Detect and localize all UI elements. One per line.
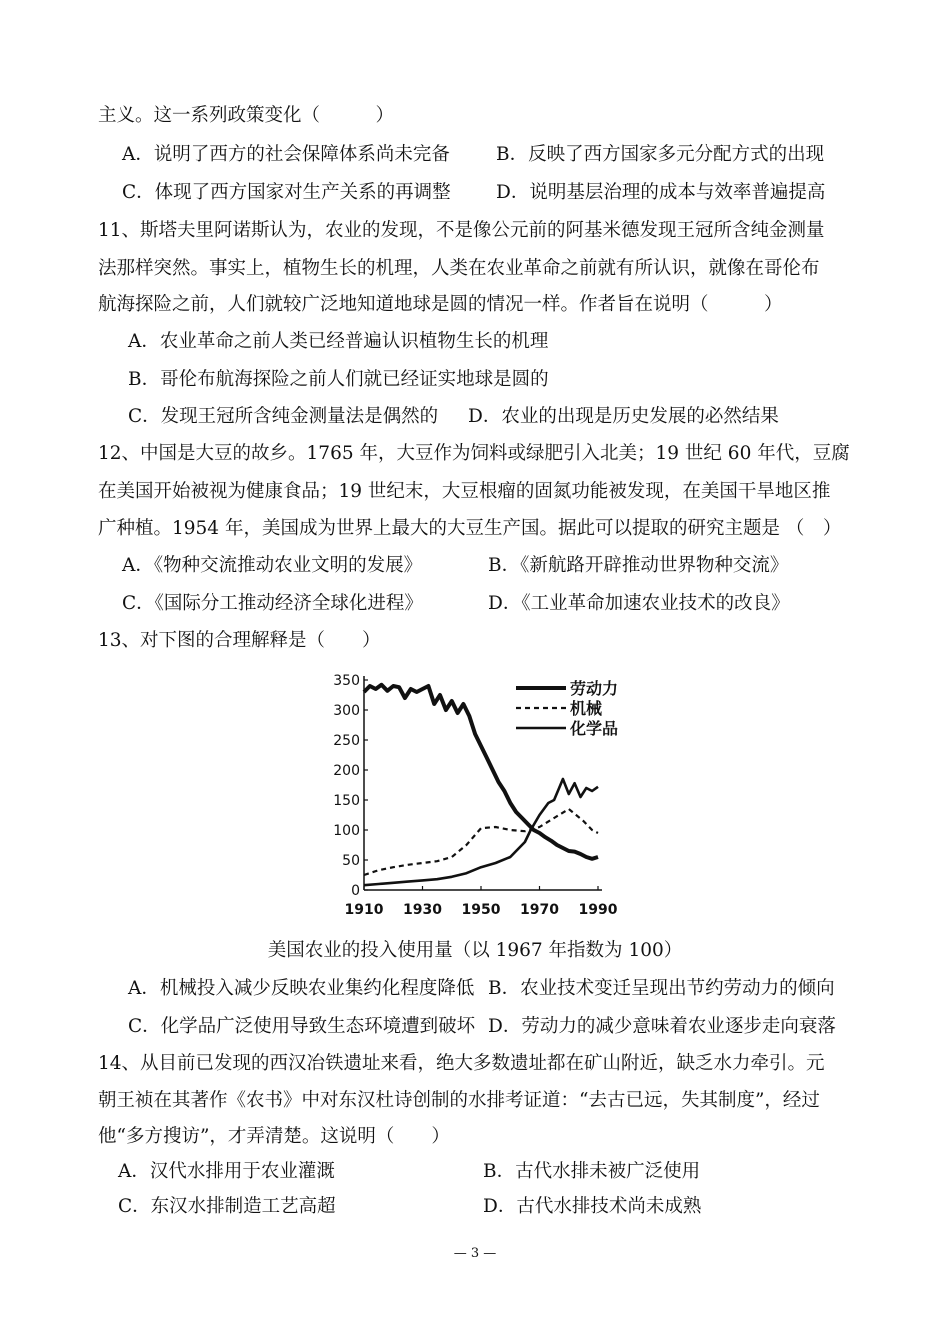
q12-option-a[interactable]: A．《物种交流推动农业文明的发展》	[122, 555, 423, 576]
q14-option-a[interactable]: A．汉代水排用于农业灌溉	[118, 1161, 335, 1182]
x-tick-label: 1950	[461, 902, 501, 918]
q14-option-c[interactable]: C．东汉水排制造工艺高超	[118, 1196, 336, 1217]
y-tick-label: 250	[333, 733, 360, 749]
agri-input-line-chart	[330, 668, 630, 924]
x-axis	[345, 886, 618, 918]
legend-label-2: 化学品	[570, 719, 619, 738]
q11-option-b[interactable]: B．哥伦布航海探险之前人们就已经证实地球是圆的	[128, 369, 549, 390]
q14-stem-line-3: 他“多方搜访”，才弄清楚。这说明（ ）	[98, 1126, 450, 1147]
q12-option-c[interactable]: C．《国际分工推动经济全球化进程》	[122, 593, 423, 614]
q13-option-c[interactable]: C．化学品广泛使用导致生态环境遭到破坏	[128, 1016, 476, 1037]
y-axis	[333, 673, 368, 899]
chart-caption: 美国农业的投入使用量（以 1967 年指数为 100）	[267, 940, 683, 961]
q12-stem-line-3: 广种植。1954 年，美国成为世界上最大的大豆生产国。据此可以提取的研究主题是 （ ）	[98, 518, 842, 539]
q13-option-a[interactable]: A．机械投入减少反映农业集约化程度降低	[128, 978, 475, 999]
q14-option-d[interactable]: D．古代水排技术尚未成熟	[483, 1196, 702, 1217]
q10-option-c[interactable]: C．体现了西方国家对生产关系的再调整	[122, 182, 451, 203]
x-tick-label: 1990	[578, 902, 618, 918]
y-tick-label: 100	[333, 823, 360, 839]
q13-option-d[interactable]: D．劳动力的减少意味着农业逐步走向衰落	[488, 1016, 836, 1037]
chart-legend	[516, 679, 618, 738]
series-line-0	[364, 685, 598, 859]
page-number: — 3 —	[453, 1246, 497, 1261]
y-tick-label: 150	[333, 793, 360, 809]
y-tick-label: 350	[333, 673, 360, 689]
q11-option-a[interactable]: A．农业革命之前人类已经普遍认识植物生长的机理	[128, 331, 549, 352]
q14-stem-line-2: 朝王祯在其著作《农书》中对东汉杜诗创制的水排考证道：“去古已远，失其制度”，经过	[98, 1090, 820, 1111]
q10-option-b[interactable]: B．反映了西方国家多元分配方式的出现	[496, 144, 825, 165]
q12-option-d[interactable]: D．《工业革命加速农业技术的改良》	[488, 593, 790, 614]
q10-option-d[interactable]: D．说明基层治理的成本与效率普遍提高	[496, 182, 826, 203]
q11-stem-line-1: 11、斯塔夫里阿诺斯认为，农业的发现，不是像公元前的阿基米德发现王冠所含纯金测量	[98, 220, 825, 241]
q13-option-b[interactable]: B．农业技术变迁呈现出节约劳动力的倾向	[488, 978, 835, 999]
q11-stem-line-3: 航海探险之前，人们就较广泛地知道地球是圆的情况一样。作者旨在说明（ ）	[98, 294, 783, 315]
legend-label-0: 劳动力	[570, 679, 619, 698]
q10-option-a[interactable]: A．说明了西方的社会保障体系尚未完备	[122, 144, 450, 165]
q13-stem: 13、对下图的合理解释是（ ）	[98, 630, 381, 651]
y-tick-label: 0	[351, 883, 360, 899]
x-tick-label: 1910	[344, 902, 384, 918]
q14-option-b[interactable]: B．古代水排未被广泛使用	[483, 1161, 701, 1182]
q12-stem-line-1: 12、中国是大豆的故乡。1765 年，大豆作为饲料或绿肥引入北美；19 世纪 60 年代，豆腐	[98, 443, 850, 464]
series-line-2	[364, 779, 598, 885]
y-tick-label: 50	[342, 853, 360, 869]
legend-label-1: 机械	[570, 699, 603, 718]
x-tick-label: 1930	[403, 902, 442, 918]
q11-stem-line-2: 法那样突然。事实上，植物生长的机理，人类在农业革命之前就有所认识，就像在哥伦布	[98, 258, 820, 279]
series-line-1	[364, 809, 598, 875]
q12-option-b[interactable]: B．《新航路开辟推动世界物种交流》	[488, 555, 789, 576]
x-tick-label: 1970	[520, 902, 559, 918]
q10-stem-tail: 主义。这一系列政策变化（ ）	[98, 105, 395, 126]
q12-stem-line-2: 在美国开始被视为健康食品；19 世纪末，大豆根瘤的固氮功能被发现，在美国干旱地区推	[98, 481, 831, 502]
y-tick-label: 300	[333, 703, 360, 719]
q11-option-d[interactable]: D．农业的出现是历史发展的必然结果	[468, 406, 779, 427]
y-tick-label: 200	[333, 763, 360, 779]
q14-stem-line-1: 14、从目前已发现的西汉冶铁遗址来看，绝大多数遗址都在矿山附近，缺乏水力牵引。元	[98, 1053, 825, 1074]
q11-option-c[interactable]: C．发现王冠所含纯金测量法是偶然的	[128, 406, 439, 427]
